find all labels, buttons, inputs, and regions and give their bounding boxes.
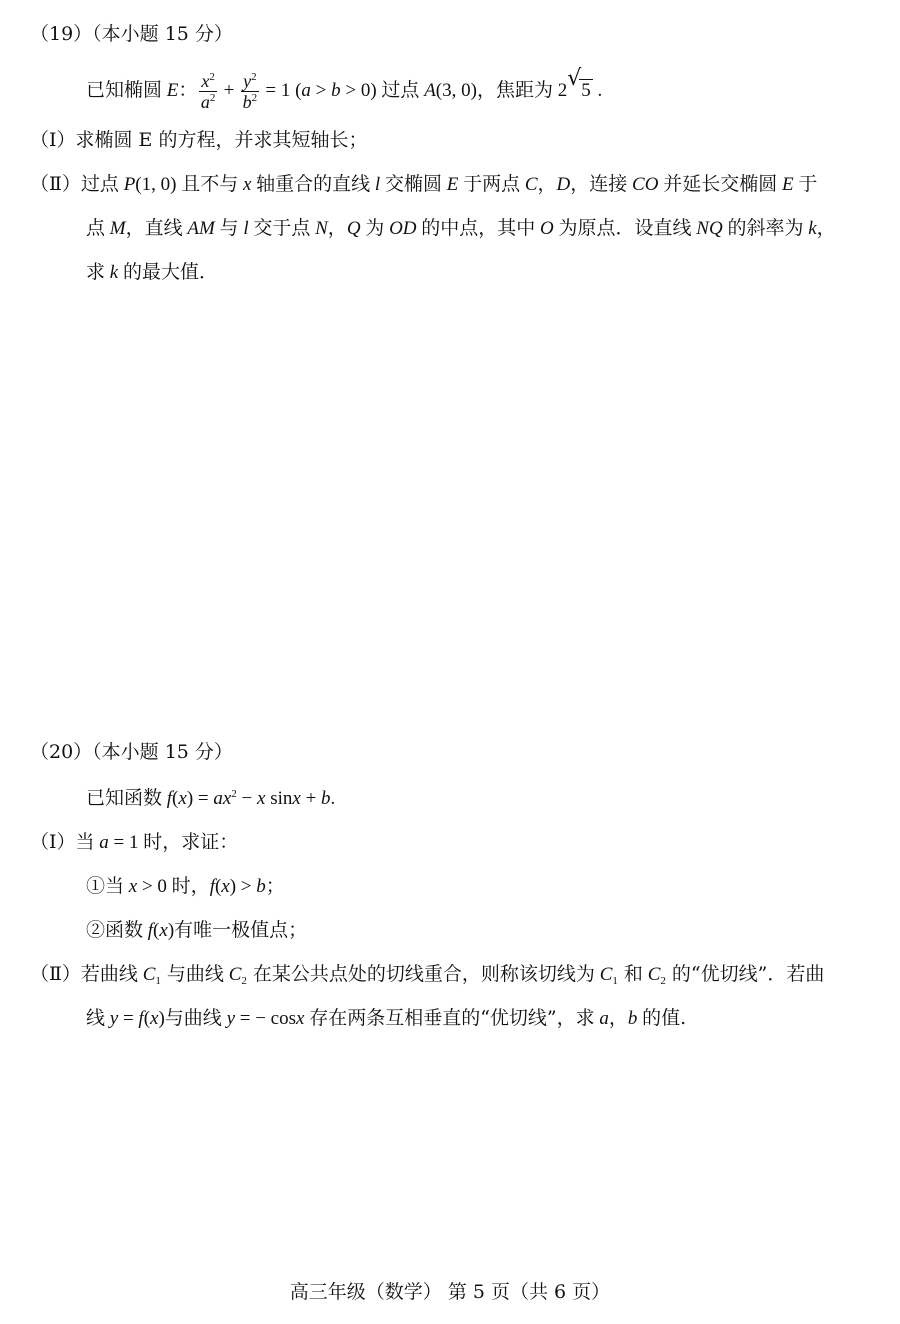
q20-part1: （Ⅰ）当 a = 1 时，求证： <box>30 831 239 853</box>
q19-header: （19）（本小题 15 分） <box>30 23 233 45</box>
fraction-x2-a2: $\frac{x^2}{a^2}$ <box>200 70 216 112</box>
page-footer: 高三年级（数学） 第 5 页（共 6 页） <box>289 1281 611 1303</box>
q20-stem: 已知函数 $f(x) = ax^2 - x$ sinx + b. <box>86 787 336 809</box>
q19-part2-line1: （Ⅱ）过点 P(1, 0) 且不与 x 轴重合的直线 l 交椭圆 E 于两点 C，D，连接 CO 并延长交椭圆 E 于 <box>30 173 818 195</box>
q19-stem: 已知椭圆 E： $\frac{x^2}{a^2}$ + $\frac{y^2}{b^2}$ = 1 (a > b > 0) 过点 A(3, 0)，焦距为 2 √ 5 . <box>86 66 603 112</box>
q20-part2-line2: 线 y = f(x)与曲线 y = − cosx 存在两条互相垂直的“优切线”，求 a，b 的值. <box>86 1007 687 1029</box>
fraction-y2-b2: $\frac{y^2}{b^2}$ <box>242 70 258 112</box>
q20-part2-line1: （Ⅱ）若曲线 $C_1$ 与曲线 $C_2$ 在某公共点处的切线重合，则称该切线为 $C_1$ 和 $C_2$ 的“优切线”．若曲 <box>30 963 825 987</box>
q19-part1: （Ⅰ）求椭圆 E 的方程，并求其短轴长； <box>30 129 368 151</box>
q20-item1: ①当 x > 0 时，f(x) > b； <box>86 875 285 897</box>
q20-item2: ②函数 f(x)有唯一极值点； <box>86 919 308 941</box>
q20-header: （20）（本小题 15 分） <box>30 741 233 763</box>
q19-part2-line3: 求 k 的最大值． <box>86 261 218 283</box>
sqrt-symbol: √ 5 <box>567 66 591 101</box>
q19-part2-line2: 点 M，直线 AM 与 l 交于点 N，Q 为 OD 的中点，其中 O 为原点．设直线 NQ 的斜率为 k， <box>86 217 836 239</box>
